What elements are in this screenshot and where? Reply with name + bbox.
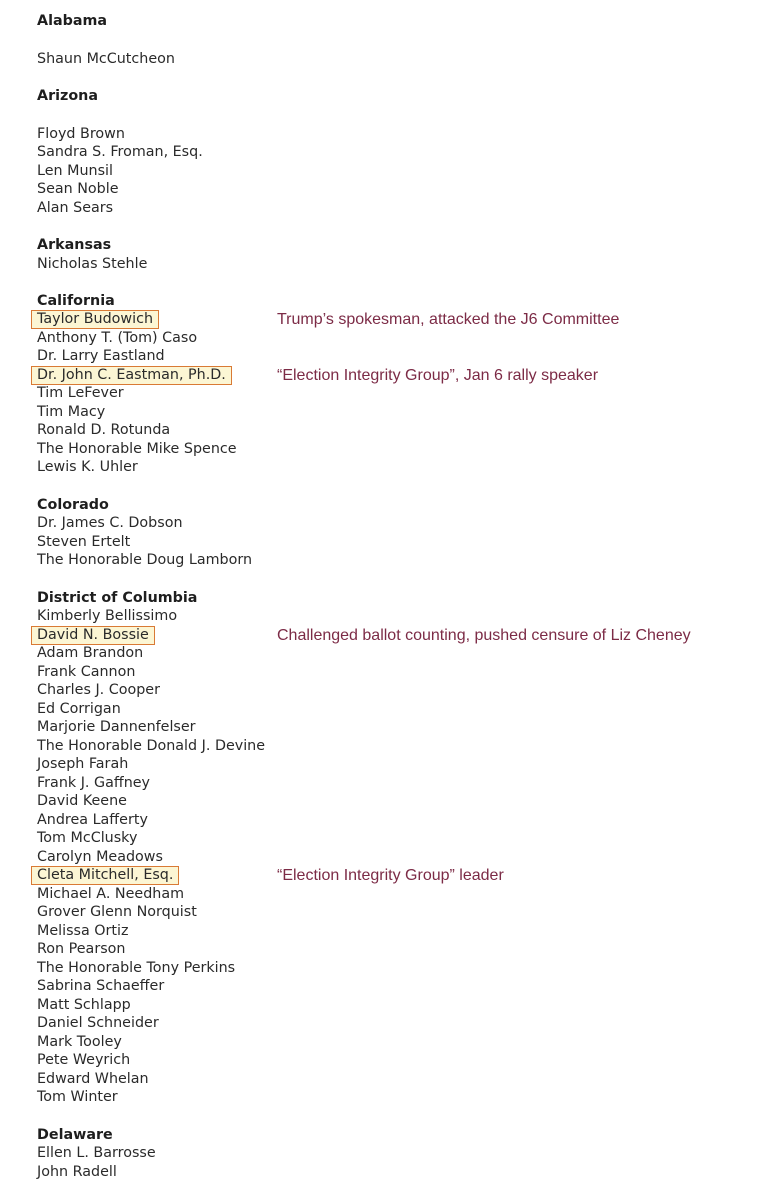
person-name: Frank Cannon xyxy=(37,664,136,680)
person-name: Lewis K. Uhler xyxy=(37,459,138,475)
person-name: Tom Winter xyxy=(37,1089,118,1105)
annotation-mitchell: “Election Integrity Group” leader xyxy=(277,867,504,884)
person-name: Kimberly Bellissimo xyxy=(37,608,178,624)
state-heading-california: California xyxy=(37,293,115,309)
person-name: Ron Pearson xyxy=(37,941,126,957)
annotation-eastman: “Election Integrity Group”, Jan 6 rally speaker xyxy=(277,367,599,384)
person-name: Floyd Brown xyxy=(37,126,125,142)
person-name: Ed Corrigan xyxy=(37,701,121,717)
person-name: Steven Ertelt xyxy=(37,534,131,550)
person-name: The Honorable Mike Spence xyxy=(37,441,237,457)
person-name: Ellen L. Barrosse xyxy=(37,1145,156,1161)
person-name: Anthony T. (Tom) Caso xyxy=(37,330,198,346)
person-name: Tim LeFever xyxy=(37,385,124,401)
annotation-bossie: Challenged ballot counting, pushed censure of Liz Cheney xyxy=(277,627,691,644)
state-heading-arkansas: Arkansas xyxy=(37,237,112,253)
person-name: The Honorable Doug Lamborn xyxy=(37,552,253,568)
person-name: Len Munsil xyxy=(37,163,113,179)
person-name: Tim Macy xyxy=(37,404,106,420)
person-name: Shaun McCutcheon xyxy=(37,51,175,67)
person-name: Joseph Farah xyxy=(37,756,129,772)
person-name: John Radell xyxy=(37,1164,117,1180)
person-name: Pete Weyrich xyxy=(37,1052,131,1068)
person-name: Marjorie Dannenfelser xyxy=(37,719,196,735)
person-name: Dr. Larry Eastland xyxy=(37,348,165,364)
person-name: Dr. James C. Dobson xyxy=(37,515,183,531)
person-name: David Keene xyxy=(37,793,127,809)
person-name: Sabrina Schaeffer xyxy=(37,978,165,994)
state-heading-colorado: Colorado xyxy=(37,497,109,513)
person-name: Mark Tooley xyxy=(37,1034,122,1050)
highlighted-name-budowich: Taylor Budowich xyxy=(31,310,159,329)
person-name: Adam Brandon xyxy=(37,645,144,661)
person-name: Grover Glenn Norquist xyxy=(37,904,197,920)
person-name: Sandra S. Froman, Esq. xyxy=(37,144,203,160)
state-heading-district-of-columbia: District of Columbia xyxy=(37,590,198,606)
person-name: Ronald D. Rotunda xyxy=(37,422,171,438)
person-name: Tom McClusky xyxy=(37,830,138,846)
person-name: Melissa Ortiz xyxy=(37,923,129,939)
highlighted-name-bossie: David N. Bossie xyxy=(31,626,155,645)
state-heading-arizona: Arizona xyxy=(37,88,98,104)
state-heading-alabama: Alabama xyxy=(37,13,108,29)
person-name: Frank J. Gaffney xyxy=(37,775,151,791)
person-name: Sean Noble xyxy=(37,181,119,197)
person-name: Alan Sears xyxy=(37,200,114,216)
person-name: Michael A. Needham xyxy=(37,886,185,902)
highlighted-name-mitchell: Cleta Mitchell, Esq. xyxy=(31,866,179,885)
annotation-budowich: Trump’s spokesman, attacked the J6 Committee xyxy=(277,311,620,328)
person-name: The Honorable Tony Perkins xyxy=(37,960,236,976)
person-name: Daniel Schneider xyxy=(37,1015,159,1031)
person-name: Charles J. Cooper xyxy=(37,682,160,698)
person-name: Andrea Lafferty xyxy=(37,812,148,828)
highlighted-name-eastman: Dr. John C. Eastman, Ph.D. xyxy=(31,366,232,385)
person-name: The Honorable Donald J. Devine xyxy=(37,738,266,754)
person-name: Edward Whelan xyxy=(37,1071,149,1087)
person-name: Nicholas Stehle xyxy=(37,256,148,272)
state-heading-delaware: Delaware xyxy=(37,1127,113,1143)
person-name: Carolyn Meadows xyxy=(37,849,163,865)
person-name: Matt Schlapp xyxy=(37,997,131,1013)
